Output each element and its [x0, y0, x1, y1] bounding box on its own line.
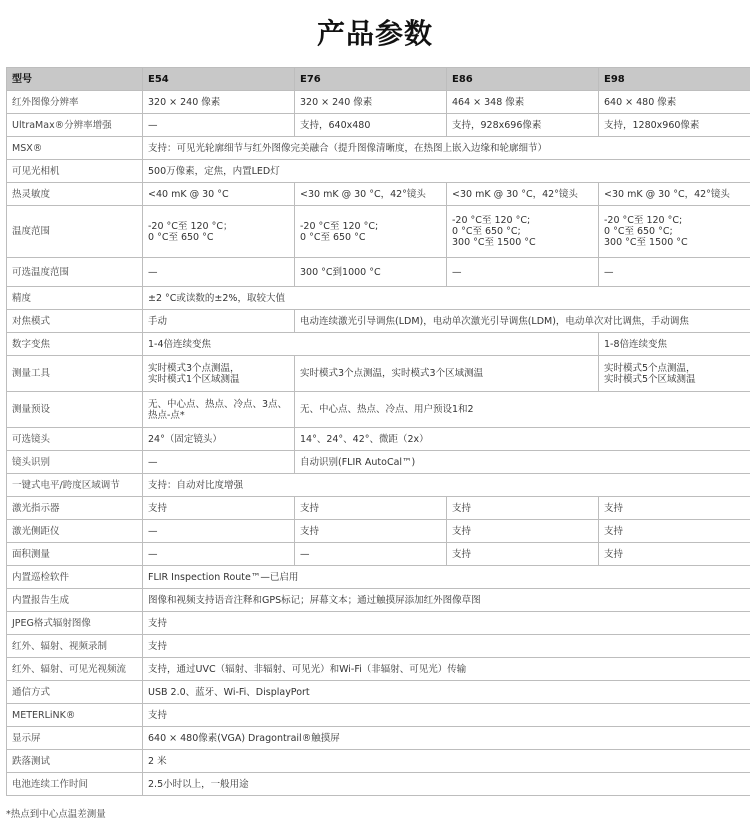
spec-table — [6, 67, 750, 796]
cell: 464 × 348 像素 — [447, 91, 599, 114]
page-title: 产品参数 — [316, 17, 433, 50]
table-row — [7, 727, 750, 750]
cell: 320 × 240 像素 — [295, 91, 447, 114]
cell: 无、中心点、热点、冷点、3点、 热点-点* — [143, 392, 295, 428]
row-label: 可选温度范围 — [7, 258, 143, 287]
cell: -20 °C至 120 °C; 0 °C至 650 °C; 300 °C至 1500 °C — [447, 206, 599, 258]
cell: -20 °C至 120 °C; 0 °C至 650 °C — [295, 206, 447, 258]
cell: 自动识别(FLIR AutoCal™) — [295, 451, 750, 474]
cell: 640 × 480像素(VGA) Dragontrail®触摸屏 — [143, 727, 750, 750]
table-row — [7, 258, 750, 287]
cell: — — [599, 258, 750, 287]
cell: 14°、24°、42°、微距（2x） — [295, 428, 750, 451]
cell: 支持，1280x960像素 — [599, 114, 750, 137]
cell: 支持 — [447, 543, 599, 566]
table-row — [7, 451, 750, 474]
cell: 640 × 480 像素 — [599, 91, 750, 114]
cell: 实时模式5个点测温， 实时模式5个区域测温 — [599, 356, 750, 392]
row-label: 红外图像分辨率 — [7, 91, 143, 114]
row-label: UltraMax®分辨率增强 — [7, 114, 143, 137]
cell: 支持：可见光轮廓细节与红外图像完美融合（提升图像清晰度，在热图上嵌入边缘和轮廓细节） — [143, 137, 750, 160]
cell: 支持，928x696像素 — [447, 114, 599, 137]
cell: 2 米 — [143, 750, 750, 773]
table-row — [7, 612, 750, 635]
table-row — [7, 681, 750, 704]
row-label: 激光侧距仪 — [7, 520, 143, 543]
cell: 实时模式3个点测温，实时模式3个区域测温 — [295, 356, 599, 392]
cell: 图像和视频支持语音注释和GPS标记；屏幕文本；通过触摸屏添加红外图像草图 — [143, 589, 750, 612]
row-label: 精度 — [7, 287, 143, 310]
header-model-e54: E54 — [143, 68, 295, 91]
cell: 支持 — [143, 704, 750, 727]
cell: 1-4倍连续变焦 — [143, 333, 599, 356]
cell: -20 °C至 120 °C; 0 °C至 650 °C; 300 °C至 1500 °C — [599, 206, 750, 258]
cell: 支持 — [599, 543, 750, 566]
cell: 2.5小时以上，一般用途 — [143, 773, 750, 796]
row-label: 温度范围 — [7, 206, 143, 258]
cell: 支持 — [599, 497, 750, 520]
cell: 24°（固定镜头） — [143, 428, 295, 451]
row-label: 显示屏 — [7, 727, 143, 750]
row-label: 红外、辐射、可见光视频流 — [7, 658, 143, 681]
table-row — [7, 356, 750, 392]
header-model-e86: E86 — [447, 68, 599, 91]
row-label: 跌落测试 — [7, 750, 143, 773]
cell: 支持 — [295, 520, 447, 543]
table-row — [7, 750, 750, 773]
cell: — — [143, 520, 295, 543]
table-row — [7, 474, 750, 497]
cell: USB 2.0、蓝牙、Wi-Fi、DisplayPort — [143, 681, 750, 704]
cell: FLIR Inspection Route™—已启用 — [143, 566, 750, 589]
table-row — [7, 114, 750, 137]
row-label: 可选镜头 — [7, 428, 143, 451]
cell: 支持：自动对比度增强 — [143, 474, 750, 497]
cell: — — [447, 258, 599, 287]
table-row — [7, 543, 750, 566]
cell: 1-8倍连续变焦 — [599, 333, 750, 356]
cell: 500万像素，定焦，内置LED灯 — [143, 160, 750, 183]
row-label: 镜头识别 — [7, 451, 143, 474]
row-label: 面积测量 — [7, 543, 143, 566]
row-label: MSX® — [7, 137, 143, 160]
cell: 手动 — [143, 310, 295, 333]
cell: 支持，640x480 — [295, 114, 447, 137]
cell: -20 °C至 120 °C； 0 °C至 650 °C — [143, 206, 295, 258]
cell: <30 mK @ 30 °C，42°镜头 — [295, 183, 447, 206]
cell: 支持 — [447, 497, 599, 520]
row-label: 一键式电平/跨度区域调节 — [7, 474, 143, 497]
cell: 支持 — [447, 520, 599, 543]
table-row — [7, 635, 750, 658]
table-row — [7, 183, 750, 206]
row-label: 对焦模式 — [7, 310, 143, 333]
row-label: 红外、辐射、视频录制 — [7, 635, 143, 658]
table-row — [7, 773, 750, 796]
table-row — [7, 428, 750, 451]
table-row — [7, 497, 750, 520]
row-label: 测量工具 — [7, 356, 143, 392]
table-row — [7, 704, 750, 727]
table-row — [7, 520, 750, 543]
table-row — [7, 137, 750, 160]
row-label: 通信方式 — [7, 681, 143, 704]
row-label: 内置巡检软件 — [7, 566, 143, 589]
table-row — [7, 658, 750, 681]
row-label: 激光指示器 — [7, 497, 143, 520]
row-label: 内置报告生成 — [7, 589, 143, 612]
table-row — [7, 392, 750, 428]
cell: 支持 — [143, 612, 750, 635]
cell: 电动连续激光引导调焦(LDM)，电动单次激光引导调焦(LDM)，电动单次对比调焦，手动调焦 — [295, 310, 750, 333]
row-label: 电池连续工作时间 — [7, 773, 143, 796]
cell: <30 mK @ 30 °C，42°镜头 — [447, 183, 599, 206]
table-row — [7, 287, 750, 310]
cell: 支持 — [143, 497, 295, 520]
cell: 实时模式3个点测温， 实时模式1个区域测温 — [143, 356, 295, 392]
table-row — [7, 566, 750, 589]
header-model-e98: E98 — [599, 68, 750, 91]
cell: 320 × 240 像素 — [143, 91, 295, 114]
row-label: 可见光相机 — [7, 160, 143, 183]
cell: — — [143, 114, 295, 137]
cell: <40 mK @ 30 °C — [143, 183, 295, 206]
cell: ±2 °C或读数的±2%，取较大值 — [143, 287, 750, 310]
cell: — — [143, 451, 295, 474]
cell: — — [143, 543, 295, 566]
row-label: 测量预设 — [7, 392, 143, 428]
table-row — [7, 310, 750, 333]
row-label: JPEG格式辐射图像 — [7, 612, 143, 635]
row-label: 热灵敏度 — [7, 183, 143, 206]
cell: 支持，通过UVC（辐射、非辐射、可见光）和Wi-Fi（非辐射、可见光）传输 — [143, 658, 750, 681]
table-row — [7, 206, 750, 258]
table-row — [7, 333, 750, 356]
table-row — [7, 160, 750, 183]
cell: 支持 — [599, 520, 750, 543]
table-row — [7, 589, 750, 612]
header-model-e76: E76 — [295, 68, 447, 91]
row-label: 数字变焦 — [7, 333, 143, 356]
row-label: METERLiNK® — [7, 704, 143, 727]
cell: 支持 — [295, 497, 447, 520]
footnote: *热点到中心点温差测量 — [6, 809, 106, 820]
table-row — [7, 91, 750, 114]
cell: <30 mK @ 30 °C，42°镜头 — [599, 183, 750, 206]
header-model-label: 型号 — [7, 68, 143, 91]
cell: 无、中心点、热点、冷点、用户预设1和2 — [295, 392, 750, 428]
cell: — — [143, 258, 295, 287]
cell: 支持 — [143, 635, 750, 658]
cell: 300 °C到1000 °C — [295, 258, 447, 287]
table-header-row — [7, 68, 750, 91]
cell: — — [295, 543, 447, 566]
